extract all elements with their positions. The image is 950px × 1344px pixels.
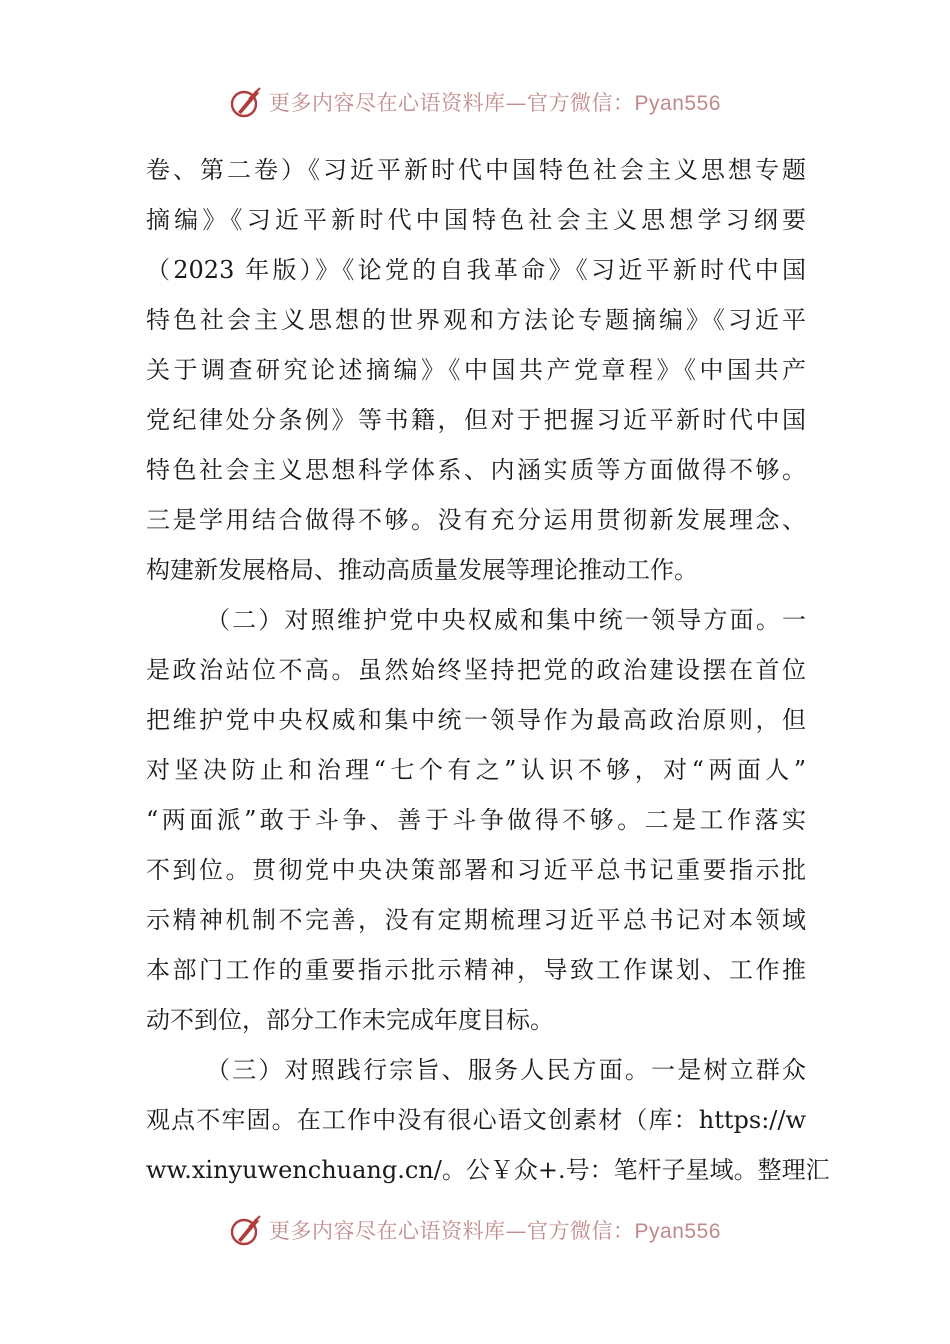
- body-line: 关于调查研究论述摘编》《中国共产党章程》《中国共产: [146, 356, 806, 384]
- body-line: 对坚决防止和治理“七个有之”认识不够，对“两面人”: [146, 756, 806, 784]
- quill-logo-icon: [229, 85, 263, 119]
- body-line: 特色社会主义思想的世界观和方法论专题摘编》《习近平: [146, 306, 806, 334]
- body-line: 把维护党中央权威和集中统一领导作为最高政治原则，但: [146, 706, 806, 734]
- body-line: ww.xinyuwenchuang.cn/。公￥众+.号：笔杆子星域。整理汇: [146, 1156, 830, 1184]
- body-line: 本部门工作的重要指示批示精神，导致工作谋划、工作推: [146, 956, 806, 984]
- body-line: （2023 年版）》《论党的自我革命》《习近平新时代中国: [146, 256, 806, 284]
- body-line: 是政治站位不高。虽然始终坚持把党的政治建设摆在首位: [146, 656, 806, 684]
- section-heading-line: （三）对照践行宗旨、服务人民方面。一是树立群众: [206, 1056, 806, 1084]
- wechat-id: Pyan556: [634, 1220, 721, 1243]
- body-line: 示精神机制不完善，没有定期梳理习近平总书记对本领域: [146, 906, 806, 934]
- header-banner: [0, 80, 950, 124]
- wechat-id: Pyan556: [634, 92, 721, 115]
- body-line: 党纪律处分条例》等书籍，但对于把握习近平新时代中国: [146, 406, 806, 434]
- body-line: 构建新发展格局、推动高质量发展等理论推动工作。: [146, 556, 698, 584]
- footer-banner: [0, 1208, 950, 1252]
- body-line: 三是学用结合做得不够。没有充分运用贯彻新发展理念、: [146, 506, 806, 534]
- body-line: 特色社会主义思想科学体系、内涵实质等方面做得不够。: [146, 456, 806, 484]
- quill-logo-icon: [229, 1213, 263, 1247]
- body-line: 不到位。贯彻党中央决策部署和习近平总书记重要指示批: [146, 856, 806, 884]
- body-line: 摘编》《习近平新时代中国特色社会主义思想学习纲要: [146, 206, 806, 234]
- document-body: [146, 145, 830, 1195]
- body-line: “两面派”敢于斗争、善于斗争做得不够。二是工作落实: [146, 806, 806, 834]
- body-line: 动不到位，部分工作未完成年度目标。: [146, 1006, 554, 1034]
- footer-banner-text: 更多内容尽在心语资料库—官方微信：Pyan556: [269, 1219, 721, 1243]
- body-line: 卷、第二卷）《习近平新时代中国特色社会主义思想专题: [146, 156, 806, 184]
- body-line: 观点不牢固。在工作中没有很心语文创素材（库：https://w: [146, 1106, 806, 1134]
- section-heading-line: （二）对照维护党中央权威和集中统一领导方面。一: [206, 606, 806, 634]
- header-banner-text: 更多内容尽在心语资料库—官方微信：Pyan556: [269, 91, 721, 115]
